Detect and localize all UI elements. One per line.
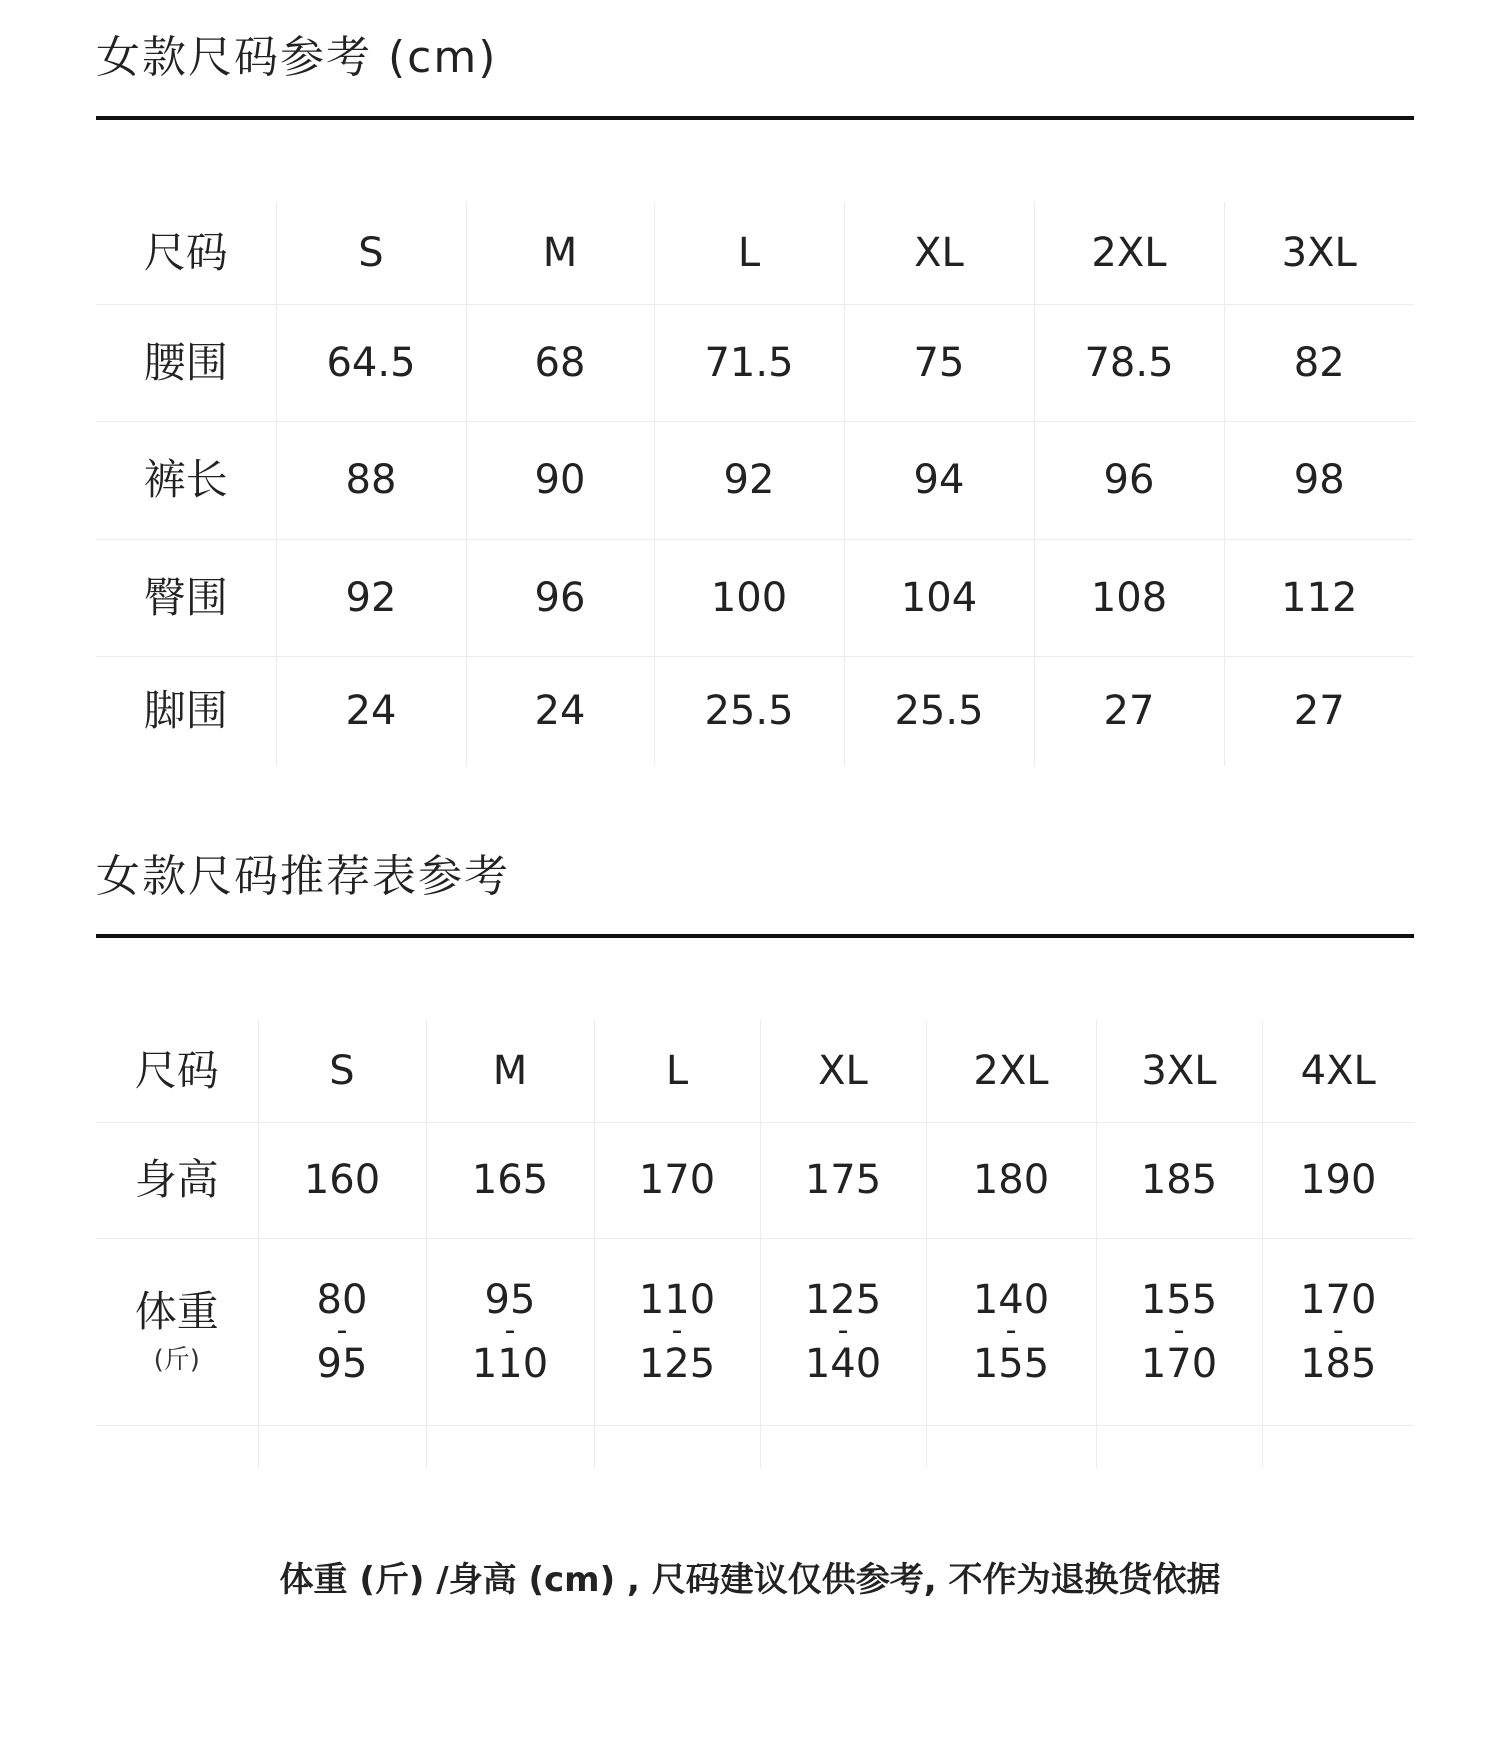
range-dash: - bbox=[837, 1312, 849, 1348]
weight-max: 170 bbox=[1140, 1340, 1218, 1387]
weight-min: 125 bbox=[804, 1276, 882, 1323]
table-cell: 180 bbox=[926, 1122, 1096, 1238]
empty-cell bbox=[594, 1425, 760, 1468]
size-header-cell: 3XL bbox=[1224, 202, 1414, 304]
row-label: 身高 bbox=[96, 1122, 258, 1238]
table-cell: 68 bbox=[466, 304, 654, 421]
empty-cell bbox=[1096, 1425, 1262, 1468]
table-cell: 27 bbox=[1293, 688, 1345, 735]
table-cell: 96 bbox=[466, 539, 654, 656]
table-cell: 27 bbox=[1034, 656, 1224, 766]
table-cell: 24 bbox=[466, 656, 654, 766]
table-cell: 24 bbox=[276, 656, 466, 766]
recommend-table bbox=[96, 1020, 1414, 1468]
weight-min: 110 bbox=[638, 1276, 716, 1323]
size-header-cell: 4XL bbox=[1262, 1020, 1414, 1122]
table-cell: 78.5 bbox=[1034, 304, 1224, 421]
table-cell: 112 bbox=[1224, 539, 1414, 656]
size-header-cell: L bbox=[654, 202, 844, 304]
waist-row bbox=[96, 304, 1414, 421]
table-cell: 94 bbox=[844, 421, 1034, 539]
size-header-cell: 2XL bbox=[1034, 202, 1224, 304]
weight-max: 155 bbox=[972, 1340, 1050, 1387]
size-header-label: 尺码 bbox=[96, 202, 276, 304]
size-header-cell: 2XL bbox=[926, 1020, 1096, 1122]
table-cell: 71.5 bbox=[654, 304, 844, 421]
hip-row bbox=[96, 539, 1414, 656]
weight-max: 185 bbox=[1300, 1340, 1377, 1387]
table-cell: 88 bbox=[276, 421, 466, 539]
recommend-title-rule bbox=[96, 934, 1414, 938]
size-header-cell: S bbox=[276, 202, 466, 304]
pants-length-row bbox=[96, 421, 1414, 539]
recommend-title: 女款尺码推荐表参考 bbox=[96, 851, 510, 902]
empty-cell bbox=[760, 1425, 926, 1468]
size-header-cell: L bbox=[594, 1020, 760, 1122]
leg-opening-row bbox=[96, 656, 1414, 766]
size-chart-table bbox=[96, 202, 1414, 766]
size-chart-title-rule bbox=[96, 116, 1414, 120]
size-header-cell: XL bbox=[844, 202, 1034, 304]
row-label: 裤长 bbox=[96, 421, 276, 539]
recommend-header-row bbox=[96, 1020, 1414, 1122]
spacer-row bbox=[96, 1425, 1414, 1468]
table-cell: 160 bbox=[258, 1122, 426, 1238]
weight-row bbox=[96, 1238, 1414, 1425]
table-cell: 96 bbox=[1034, 421, 1224, 539]
size-chart-title: 女款尺码参考 (cm) bbox=[96, 32, 498, 83]
table-cell: 98 bbox=[1224, 421, 1414, 539]
range-dash: - bbox=[1332, 1312, 1344, 1348]
weight-range-cell bbox=[1262, 1238, 1414, 1425]
empty-cell bbox=[96, 1425, 258, 1468]
weight-min: 155 bbox=[1140, 1276, 1218, 1323]
table-cell: 25.5 bbox=[844, 656, 1034, 766]
table-cell: 165 bbox=[426, 1122, 594, 1238]
empty-cell bbox=[926, 1425, 1096, 1468]
weight-min: 95 bbox=[484, 1276, 536, 1323]
table-cell: 190 bbox=[1262, 1122, 1414, 1238]
size-header-cell: M bbox=[466, 202, 654, 304]
range-dash: - bbox=[336, 1312, 348, 1348]
table-cell: 175 bbox=[760, 1122, 926, 1238]
weight-unit: (斤) bbox=[153, 1344, 200, 1375]
table-cell: 25.5 bbox=[654, 656, 844, 766]
table-cell: 104 bbox=[844, 539, 1034, 656]
weight-max: 110 bbox=[471, 1340, 549, 1387]
empty-cell bbox=[1262, 1425, 1414, 1468]
table-cell: 100 bbox=[654, 539, 844, 656]
range-dash: - bbox=[504, 1312, 516, 1348]
height-row bbox=[96, 1122, 1414, 1238]
table-cell: 92 bbox=[654, 421, 844, 539]
weight-range-cell bbox=[426, 1238, 594, 1425]
empty-cell bbox=[426, 1425, 594, 1468]
weight-label-cell bbox=[96, 1238, 258, 1425]
weight-min: 170 bbox=[1300, 1276, 1377, 1323]
weight-range-cell bbox=[926, 1238, 1096, 1425]
table-cell: 92 bbox=[276, 539, 466, 656]
weight-range-cell bbox=[258, 1238, 426, 1425]
weight-range-cell bbox=[760, 1238, 926, 1425]
table-cell: 90 bbox=[466, 421, 654, 539]
table-cell: 185 bbox=[1096, 1122, 1262, 1238]
empty-cell bbox=[258, 1425, 426, 1468]
weight-min: 140 bbox=[972, 1276, 1050, 1323]
size-header-label: 尺码 bbox=[96, 1020, 258, 1122]
table-cell: 64.5 bbox=[276, 304, 466, 421]
table-cell: 75 bbox=[844, 304, 1034, 421]
table-cell: 170 bbox=[594, 1122, 760, 1238]
row-label: 臀围 bbox=[96, 539, 276, 656]
weight-min: 80 bbox=[316, 1276, 368, 1323]
weight-max: 140 bbox=[804, 1340, 882, 1387]
range-dash: - bbox=[671, 1312, 683, 1348]
range-dash: - bbox=[1005, 1312, 1017, 1348]
table-cell: 108 bbox=[1034, 539, 1224, 656]
size-header-cell: 3XL bbox=[1096, 1020, 1262, 1122]
size-header-cell: S bbox=[258, 1020, 426, 1122]
row-label: 脚围 bbox=[96, 656, 276, 766]
weight-max: 125 bbox=[638, 1340, 716, 1387]
row-label: 腰围 bbox=[96, 304, 276, 421]
weight-range-cell bbox=[594, 1238, 760, 1425]
size-header-cell: XL bbox=[760, 1020, 926, 1122]
row-label: 体重 bbox=[134, 1286, 219, 1336]
range-dash: - bbox=[1173, 1312, 1185, 1348]
weight-range-cell bbox=[1096, 1238, 1262, 1425]
size-header-cell: M bbox=[426, 1020, 594, 1122]
weight-max: 95 bbox=[316, 1340, 368, 1387]
table-cell: 82 bbox=[1224, 304, 1414, 421]
disclaimer-note: 体重 (斤) /身高 (cm) , 尺码建议仅供参考, 不作为退换货依据 bbox=[279, 1560, 1221, 1600]
size-chart-header-row bbox=[96, 202, 1414, 304]
